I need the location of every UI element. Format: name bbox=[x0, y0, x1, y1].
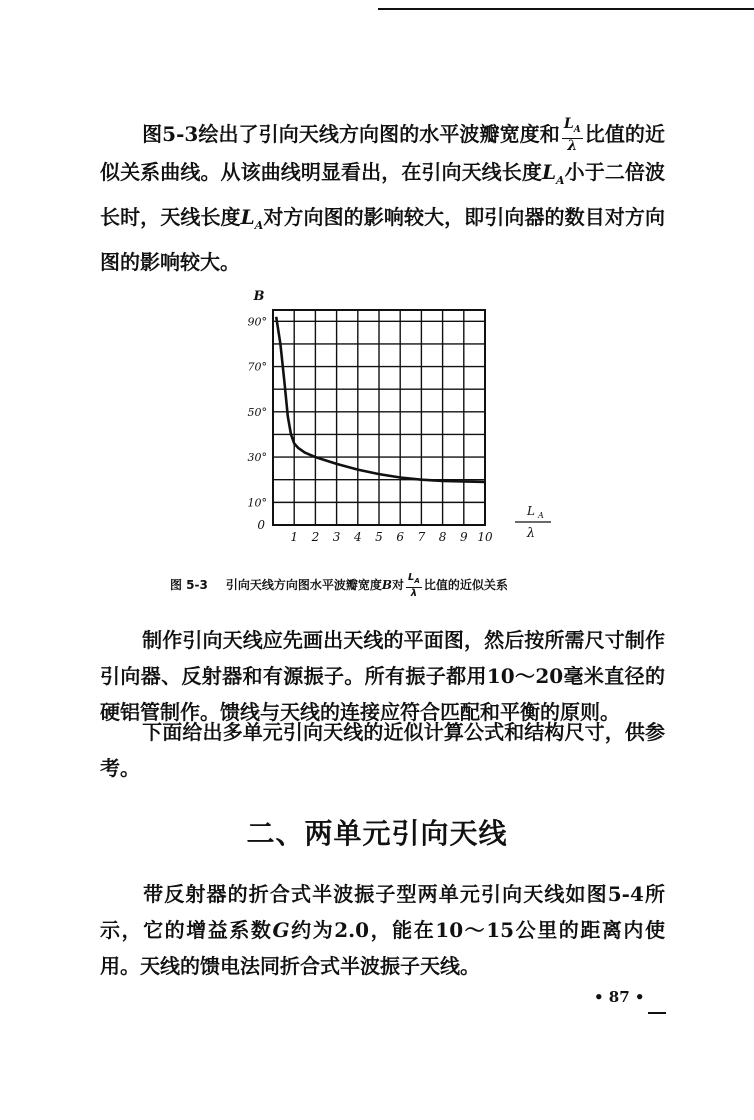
x-tick-label-5: 5 bbox=[375, 530, 383, 542]
y-tick-label-3: 50° bbox=[247, 405, 267, 419]
caption-b-variable: B bbox=[381, 578, 393, 592]
paragraph-1-text-c: 近似关系曲线。从该曲线明显看出，在引向天线长度 bbox=[100, 122, 665, 184]
x-tick-label-3: 3 bbox=[332, 530, 341, 542]
paragraph-3 bbox=[100, 714, 665, 786]
y-tick-label-1: 10° bbox=[247, 496, 267, 510]
paragraph-1-text-e: 对方向图的影响较大，即引向器的数目对方向图的影响较大。 bbox=[100, 204, 666, 274]
page-number: • 87 • bbox=[594, 988, 645, 1006]
x-axis-label-subscript: A bbox=[538, 511, 544, 520]
paragraph-4-text-b: 约为2.0，能在10～15公里的距离内使用。天线的馈电法同折合式半波振子天线。 bbox=[100, 918, 665, 978]
x-tick-label-2: 2 bbox=[311, 530, 320, 542]
x-axis-label-numerator: L bbox=[527, 504, 535, 518]
paragraph-2-text: 制作引向天线应先画出天线的平面图，然后按所需尺寸制作引向器、反射器和有源振子。所有振子都用10～20毫米直径的硬铝管制作。馈线与天线的连接应符合匹配和平衡的原则。 bbox=[100, 628, 665, 724]
caption-text-a: 引向天线方向图水平波瓣宽度 bbox=[225, 578, 382, 592]
x-tick-label-9: 9 bbox=[459, 530, 468, 542]
beamwidth-chart-svg bbox=[225, 280, 565, 542]
paragraph-1-text-b: 比值的 bbox=[584, 122, 645, 146]
origin-label: 0 bbox=[257, 518, 265, 532]
x-tick-label-6: 6 bbox=[396, 530, 405, 542]
la-over-lambda-fraction: $\frac{L_A}{\lambda}$ bbox=[563, 116, 581, 154]
x-axis-label-denominator: λ bbox=[526, 526, 536, 541]
paragraph-4-text-a: 带反射器的折合式半波振子型两单元引向天线如图5-4所示，它的增益系数 bbox=[100, 882, 665, 942]
x-tick-label-4: 4 bbox=[353, 530, 362, 542]
y-tick-label-4: 70° bbox=[247, 360, 267, 374]
gain-variable: G bbox=[272, 918, 290, 942]
y-axis-label: B bbox=[253, 289, 265, 304]
caption-fraction: $\frac{L_A}{\lambda}$ bbox=[408, 572, 420, 599]
la-variable: $L_A$ bbox=[541, 159, 565, 187]
top-rule bbox=[378, 8, 754, 10]
paragraph-4 bbox=[100, 876, 665, 984]
y-tick-label-2: 30° bbox=[247, 451, 267, 465]
x-tick-label-1: 1 bbox=[290, 530, 299, 542]
la-variable-2: $L_A$ bbox=[240, 204, 264, 232]
caption-text-c: 比值的近似关系 bbox=[423, 578, 508, 592]
y-tick-label-5: 90° bbox=[247, 315, 267, 329]
figure-caption bbox=[170, 572, 610, 599]
x-tick-label-8: 8 bbox=[438, 530, 447, 542]
paragraph-1-text-d: 小于二倍波长时，天线长度 bbox=[100, 159, 666, 229]
paragraph-1 bbox=[100, 116, 665, 280]
figure-number: 图 5-3 bbox=[170, 578, 208, 592]
paragraph-1-text-a: 图5-3绘出了引向天线方向图的水平波瓣宽度和 bbox=[142, 122, 560, 146]
paragraph-3-text: 下面给出多单元引向天线的近似计算公式和结构尺寸，供参考。 bbox=[100, 720, 665, 780]
caption-text-b: 对 bbox=[392, 578, 405, 592]
section-title: 二、两单元引向天线 bbox=[246, 817, 508, 850]
x-tick-label-7: 7 bbox=[417, 530, 426, 542]
x-tick-label-10: 10 bbox=[477, 530, 493, 542]
corner-mark bbox=[648, 1012, 666, 1014]
beamwidth-chart bbox=[225, 280, 565, 542]
